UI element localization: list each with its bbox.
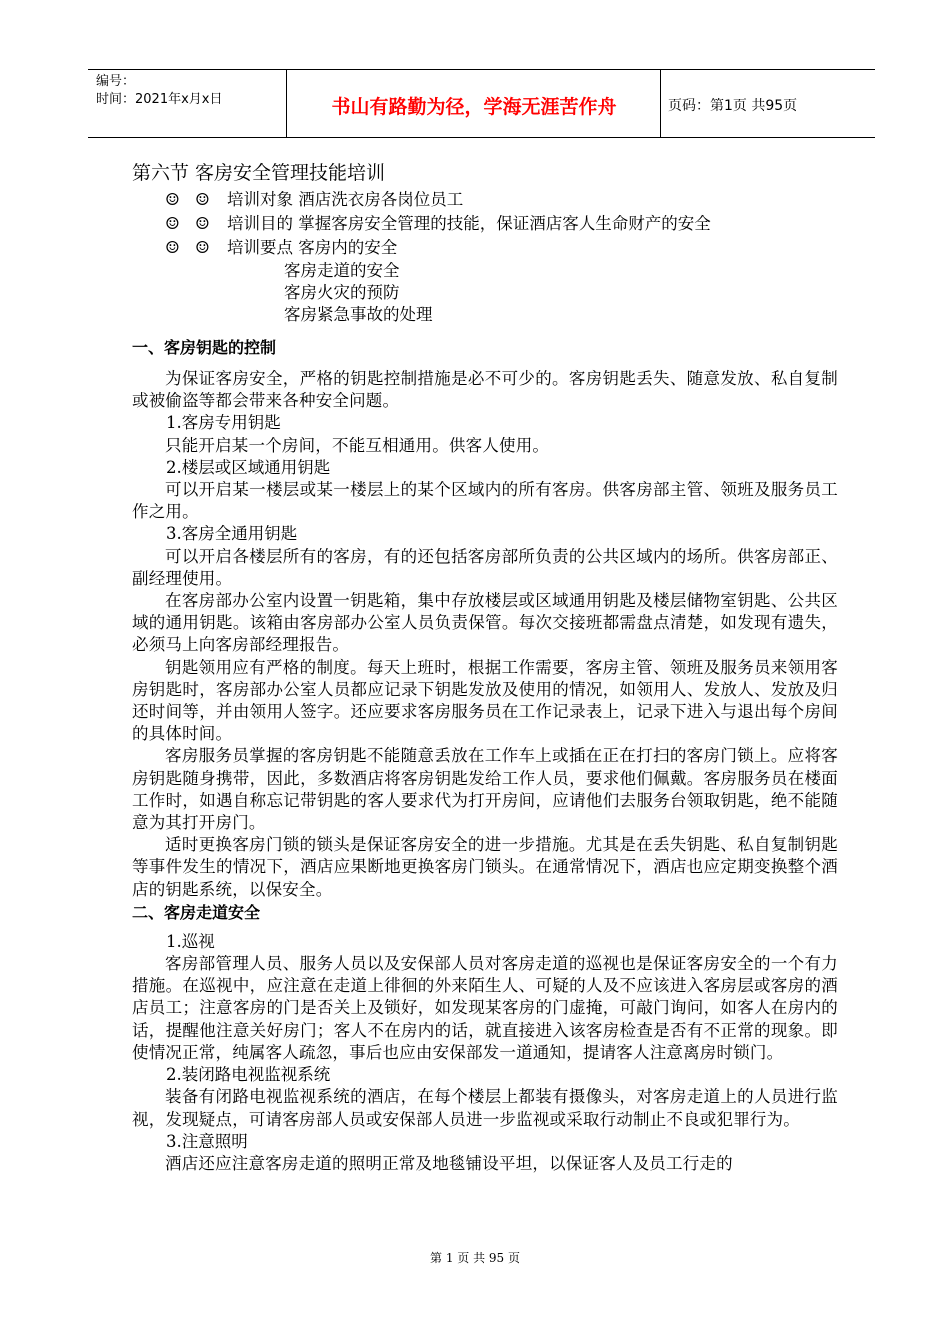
list-item: 2.楼层或区域通用钥匙 (166, 457, 331, 477)
header-motto: 书山有路勤为径，学海无涯苦作舟 (331, 96, 617, 118)
time-label: 时间：2021年x月x日 (96, 92, 223, 107)
page-footer: 第 1 页 共 95 页 (430, 1251, 520, 1265)
header-page-info: 页码：第1页 共95页 (668, 98, 798, 114)
paragraph: 客房服务员掌握的客房钥匙不能随意丢放在工作车上或插在正在打扫的客房门锁上。应将客房钥匙随身携带，因此，多数酒店将客房钥匙发给工作人员，要求他们佩戴。客房服务员在楼面工作时，如遇自称忘记带钥匙的客人要求代为打开房间，应请他们去服务台领取钥匙，绝不能随意为其打开房门。 (132, 746, 838, 833)
paragraph: 在客房部办公室内设置一钥匙箱，集中存放楼层或区域通用钥匙及楼层储物室钥匙、公共区域的通用钥匙。该箱由客房部办公室人员负责保管。每次交接班都需盘点清楚，如发现有遗失，必须马上向客房部经理报告。 (132, 591, 838, 655)
smiley-icon: ☺ (165, 238, 180, 257)
section-heading: 二、客房走道安全 (132, 902, 261, 922)
training-point-emergency: 客房紧急事故的处理 (284, 305, 433, 324)
smiley-icon: ☺ (195, 190, 210, 209)
list-item: 1.客房专用钥匙 (166, 413, 281, 433)
paragraph: 适时更换客房门锁的锁头是保证客房安全的进一步措施。尤其是在丢失钥匙、私自复制钥匙等事件发生的情况下，酒店应果断地更换客房门锁头。在通常情况下，酒店也应定期变换整个酒店的钥匙系统，以保安全。 (132, 835, 838, 899)
page-title: 第六节 客房安全管理技能培训 (132, 162, 386, 184)
training-point-fire: 客房火灾的预防 (284, 283, 400, 302)
serial-label: 编号： (96, 74, 136, 89)
section-heading: 一、客房钥匙的控制 (132, 338, 277, 357)
header-divider (660, 70, 661, 137)
paragraph: 客房部管理人员、服务人员以及安保部人员对客房走道的巡视也是保证客房安全的一个有力措施。在巡视中，应注意在走道上徘徊的外来陌生人、可疑的人及不应该进入客房层或客房的酒店员工；注意客房的门是否关上及锁好，如发现某客房的门虚掩，可敲门询问，如客人在房内的话，提醒他注意关好房门；客人不在房内的话，就直接进入该客房检查是否有不正常的现象。即使情况正常，纯属客人疏忽，事后也应由安保部发一道通知，提请客人注意离房时锁门。 (132, 954, 838, 1062)
bullet-training-target (132, 188, 838, 212)
paragraph: 装备有闭路电视监视系统的酒店，在每个楼层上都装有摄像头，对客房走道上的人员进行监视，发现疑点，可请客房部人员或安保部人员进一步监视或采取行动制止不良或犯罪行为。 (132, 1087, 838, 1129)
header-divider (286, 70, 287, 137)
bullet-text: 培训对象 酒店洗衣房各岗位员工 (227, 190, 464, 209)
list-item: 3.注意照明 (166, 1131, 248, 1151)
bullet-text: 培训要点 客房内的安全 (227, 238, 398, 257)
smiley-icon: ☺ (195, 214, 210, 233)
smiley-icon: ☺ (165, 214, 180, 233)
paragraph: 可以开启某一楼层或某一楼层上的某个区域内的所有客房。供客房部主管、领班及服务员工作之用。 (132, 480, 838, 522)
paragraph: 可以开启各楼层所有的客房，有的还包括客房部所负责的公共区域内的场所。供客房部正、副经理使用。 (132, 546, 838, 588)
header-meta (96, 73, 222, 109)
paragraph: 钥匙领用应有严格的制度。每天上班时，根据工作需要，客房主管、领班及服务员来领用客房钥匙时，客房部办公室人员都应记录下钥匙发放及使用的情况，如领用人、发放人、发放及归还时间等，并由领用人签字。还应要求客房服务员在工作记录表上，记录下进入与退出每个房间的具体时间。 (132, 657, 838, 744)
list-item: 1.巡视 (166, 931, 215, 951)
header-table (88, 69, 875, 138)
bullet-training-goal (132, 212, 838, 236)
training-point-corridor: 客房走道的安全 (284, 261, 400, 280)
smiley-icon: ☺ (195, 238, 210, 257)
bullet-text: 培训目的 掌握客房安全管理的技能，保证酒店客人生命财产的安全 (227, 214, 711, 233)
list-item: 2.装闭路电视监视系统 (166, 1065, 331, 1085)
smiley-icon: ☺ (165, 190, 180, 209)
paragraph: 酒店还应注意客房走道的照明正常及地毯铺设平坦，以保证客人及员工行走的 (165, 1153, 733, 1173)
paragraph: 只能开启某一个房间，不能互相通用。供客人使用。 (165, 435, 550, 455)
document-body (132, 160, 838, 1175)
list-item: 3.客房全通用钥匙 (166, 524, 298, 544)
paragraph: 为保证客房安全，严格的钥匙控制措施是必不可少的。客房钥匙丢失、随意发放、私自复制或被偷盗等都会带来各种安全问题。 (132, 369, 838, 411)
bullet-training-points (132, 236, 838, 260)
